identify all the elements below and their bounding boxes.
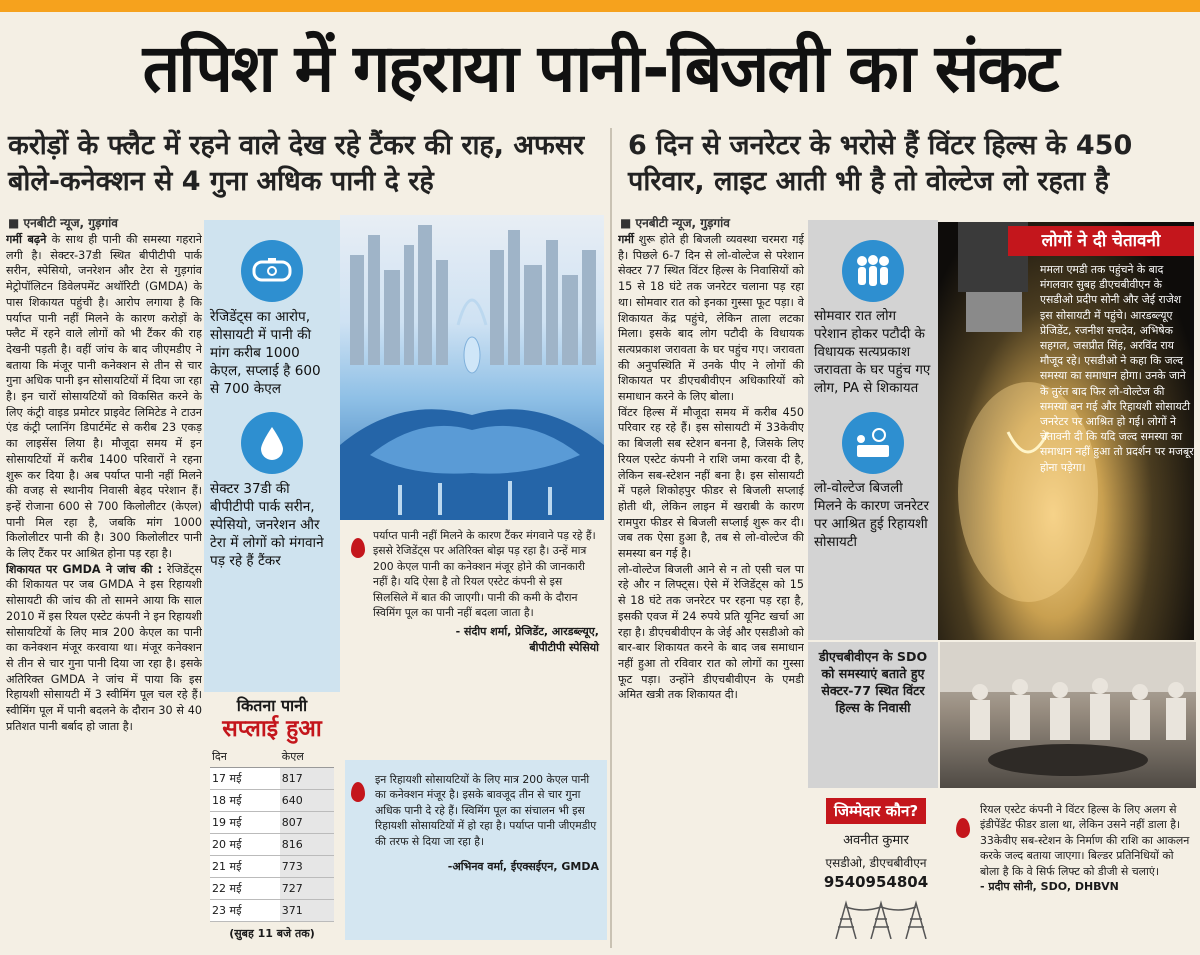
quote-rwa-president bbox=[345, 520, 605, 755]
left-body-para-2: रेजिडेंट्स की शिकायत पर जब GMDA ने इस रिहायशी सोसायटी की जांच की तो सामने आया कि साल 2010 में इस रियल एस्टेट कंपनी ने इन रिहायशी सोसायटियों के लिए मात्र 200 केएल का पानी का कनेक्शन मंजूर करवाया था। मंजूर कनेक्शन से तीन से चार गुना पानी दिया जा रहा है। इसके अतिरिक्त GMDA ने जांच में पाया कि इस रिहायशी सोसायटी में 3 स्वीमिंग पूल चल रहे हैं। स्वीमिंग पूल में पानी बदलने के दौरान 30 से 40 प्रतिशत पानी बर्बाद हो जाता है। bbox=[6, 562, 202, 733]
right-highlight-box bbox=[808, 220, 938, 640]
left-article-body bbox=[6, 232, 202, 942]
right-body-para-1: शुरू होते ही बिजली व्यवस्था चरमरा गई है। पिछले 6-7 दिन से लो-वोल्टेज से परेशान सेक्टर 77 स्थित विंटर हिल्स के निवासियों को 15 से 18 घंटे तक जनरेटर चलाना पड़ रहा था। सोमवार रात को इनका गुस्सा फूट पड़ा। वे शिकायत केंद्र पहुंचे, लेकिन ताला लटका मिला। इसके बाद लोग पटौदी के विधायक सत्यप्रकाश जरावता के घर पहुंच गए। जरावता की अनुपस्थिति में उनके पीए ने लोगों की शिकायत पर डीएचबीवीएन अधिकारियों को समाधान करने के लिए बोला। bbox=[618, 233, 804, 404]
table-row bbox=[210, 878, 334, 900]
column-divider bbox=[610, 128, 612, 948]
table-row bbox=[210, 856, 334, 878]
quote-sdo-text: रियल एस्टेट कंपनी ने विंटर हिल्स के लिए अलग से इंडीपेंडेंट फीडर डाला था, लेकिन उसने नहीं डाला है। 33केवीए सब-स्टेशन के निर्माण की राशि का आकलन करके जल्द बताया जाएगा। बिल्डर प्रतिनिधियों को बोला है कि वे सिर्फ लिफ्ट को डीजी से चलाएं। bbox=[980, 803, 1190, 878]
warning-tag: लोगों ने दी चेतावनी bbox=[1008, 226, 1194, 256]
quote-gmda-official bbox=[345, 760, 607, 940]
table-header-day: दिन bbox=[210, 746, 280, 768]
responsible-designation: एसडीओ, डीएचबीवीएन bbox=[825, 856, 927, 870]
table-row bbox=[210, 790, 334, 812]
left-byline: ■ एनबीटी न्यूज, गुड़गांव bbox=[8, 216, 118, 230]
table-note: (सुबह 11 बजे तक) bbox=[229, 927, 315, 940]
highlight-text-demand: रेजिडेंट्स का आरोप, सोसायटी में पानी की मांग करीब 1000 केएल, सप्लाई है 600 से 700 केएल bbox=[210, 309, 321, 397]
table-row bbox=[210, 834, 334, 856]
left-body-lead: गर्मी बढ़ने bbox=[6, 233, 47, 246]
right-subheadline: 6 दिन से जनरेटर के भरोसे हैं विंटर हिल्स के 450 परिवार, लाइट आती भी है तो वोल्टेज लो रहता है bbox=[628, 130, 1133, 197]
quote-drop-icon bbox=[351, 782, 365, 802]
table-cell-day: 21 मई bbox=[210, 856, 280, 878]
table-title-line2: सप्लाई हुआ bbox=[222, 716, 322, 742]
right-article-body bbox=[618, 232, 804, 942]
left-section-head: शिकायत पर GMDA ने जांच की : bbox=[6, 562, 163, 576]
highlight-text-tankers: सेक्टर 37डी की बीपीटीपी पार्क सरीन, स्पेसियो, जनरेशन और टेरा में लोगों को मंगवाने पड़ रहे हैं टैंकर bbox=[210, 481, 324, 569]
right-body-para-3: लो-वोल्टेज बिजली आने से न तो एसी चल पा रहे और न लिफ्ट्स। ऐसे में रेजिडेंट्स को 15 से 18 घंटे तक जनरेटर पर रहना पड़ रहा है, इसकी एवज में 24 रुपये प्रति यूनिट खर्चा आ रहा है। डीएचबीवीएन के जेई और एसडीओ को बार-बार शिकायत करने के बाद जब समाधान नहीं हुआ तो रविवार रात को लोगों का गुस्सा फूट पड़ा। उन्होंने डीएचबीवीएन के एमडी अमित खत्री तक शिकायत दी। bbox=[618, 562, 804, 702]
right-byline: ■ एनबीटी न्यूज, गुड़गांव bbox=[620, 216, 730, 230]
water-supply-table-box bbox=[204, 692, 340, 942]
table-cell-kl: 816 bbox=[280, 834, 334, 856]
quote-rwa-sign-line1: - संदीप शर्मा, प्रेजिडेंट, आरडब्ल्यूए, bbox=[455, 625, 599, 639]
generator-icon bbox=[842, 412, 904, 474]
table-cell-kl: 640 bbox=[280, 790, 334, 812]
residents-meeting-photo bbox=[940, 642, 1196, 788]
quote-rwa-text: पर्याप्त पानी नहीं मिलने के कारण टैंकर मंगवाने पड़ रहे हैं। इससे रेजिडेंट्स पर अतिरिक्त बोझ पड़ रहा है। उन्हें मात्र 200 केएल पानी का कनेक्शन मंजूर होने की जानकारी नहीं है। यदि ऐसा है तो रियल एस्टेट कंपनी से इस सिलसिले में बात की जाएगी। पानी की कमी के दौरान स्विमिंग पूल का पानी नहीं बदला जाता है। bbox=[373, 529, 596, 620]
quote-sdo bbox=[950, 796, 1196, 946]
right-body-para-2: विंटर हिल्स में मौजूदा समय में करीब 450 परिवार रह रहे हैं। इस सोसायटी में 33केवीए का बिजली सब स्टेशन बनना है, जिसके लिए रियल एस्टेट कंपनी ने राशि जमा करवा दी है, लेकिन सब-स्टेशन नहीं बना है। इस सोसायटी में पहले शिकोहपुर फीडर से बिजली सप्लाई होती थी, लेकिन लाइन में खराबी के कारण रामपुरा फीडर से बिजली सप्लाई शुरू कर दी। जब तक ऐसा हुआ है, तब से लो-वोल्टेज की समस्या बन गई है। bbox=[618, 405, 804, 561]
table-row bbox=[210, 900, 334, 922]
table-row bbox=[210, 812, 334, 834]
quote-drop-icon bbox=[956, 818, 970, 838]
table-cell-day: 17 मई bbox=[210, 768, 280, 790]
table-cell-day: 20 मई bbox=[210, 834, 280, 856]
left-body-para-1: के साथ ही पानी की समस्या गहराने लगी है। सेक्टर-37डी स्थित बीपीटीपी पार्क सरीन, स्पेसियो, जनरेशन और टेरा से गुड़गांव मेट्रोपॉलिटन डिवेलपमेंट अथॉरिटी (GMDA) के पास शिकायत पहुंची है। आरोप लगाया है कि पर्याप्त पानी नहीं मिलने के कारण करोड़ों के फ्लैट में रहने वाले लोगों को भी टैंकर की राह देखनी पड़ती है। वहीं जांच के बाद जीएमडीए ने बताया कि मंजूर पानी कनेक्शन से तीन से चार गुना अधिक पानी इन सोसायटियों में दिया जा रहा है। इन चारों सोसायटियों को विकसित करने के लिए कंट्री वाइड प्रमोटर प्राइवेट लिमिटेड ने टाउन एंड कंट्री प्लानिंग डिपार्टमेंट से करीब 23 एकड़ का लाइसेंस लिया है। मौजूदा समय में इन सोसायटियों में करीब 1400 परिवारों ने रहना शुरू कर दिया है। अब पर्याप्त पानी नहीं मिलने की वजह से स्थानीय निवासी बेहद परेशान हैं। इन्हें रोजाना 600 से 700 किलोलीटर (केएल) पानी मिल रहा है, जबकि मांग 1000 किलोलीटर पानी की है। 300 किलोलीटर पानी के लिए टैंकर पर आश्रित होना पड़ रहा है। bbox=[6, 233, 202, 561]
responsible-officer-box bbox=[808, 792, 944, 942]
table-cell-day: 23 मई bbox=[210, 900, 280, 922]
highlight-text-mla: सोमवार रात लोग परेशान होकर पटौदी के विधायक सत्यप्रकाश जरावता के घर पहुंच गए लोग, PA से शिकायत bbox=[814, 309, 931, 396]
table-cell-kl: 371 bbox=[280, 900, 334, 922]
meeting-photo-caption: डीएचबीवीएन के SDO को समस्याएं बताते हुए सेक्टर-77 स्थित विंटर हिल्स के निवासी bbox=[808, 642, 938, 788]
people-group-icon bbox=[842, 240, 904, 302]
quote-rwa-sign-line2: बीपीटीपी स्पेसियो bbox=[529, 640, 599, 654]
table-cell-kl: 807 bbox=[280, 812, 334, 834]
warning-text: ममला एमडी तक पहुंचने के बाद मंगलवार सुबह डीएचबीवीएन के एसडीओ प्रदीप सोनी और जेई राजेश इस सोसायटी में पहुंचे। आरडब्ल्यूए प्रेजिडेंट, रजनीश सचदेव, अभिषेक सहगल, जसप्रीत सिंह, अरविंद राय मौजूद रहे। एसडीओ ने कहा कि जल्द समस्या का समाधान होगा। उनके जाने के तुरंत बाद फिर लो-वोल्टेज की समस्या बन गई और रिहायशी सोसायटी जनरेटर पर आश्रित हो गई। लोगों ने चेतावनी दी कि यदि जल्द समस्या का समाधान नहीं हुआ तो प्रदर्शन पर मजबूर होना पड़ेगा। bbox=[1040, 263, 1194, 474]
top-color-strip bbox=[0, 0, 1200, 12]
responsible-title: जिम्मेदार कौन? bbox=[826, 798, 926, 824]
quote-gmda-sign: -अभिनव वर्मा, ईएक्सईएन, GMDA bbox=[447, 860, 599, 874]
table-header-kl: केएल bbox=[280, 746, 334, 768]
quote-gmda-text: इन रिहायशी सोसायटियों के लिए मात्र 200 केएल पानी का कनेक्शन मंजूर है। इसके बावजूद तीन से चार गुना अधिक पानी दे रहे हैं। स्विमिंग पूल का संचालन भी इस रिहायशी सोसायटियों में हो रहा है। पर्याप्त पानी जीएमडीए की तरफ से दिया जा रहा है। bbox=[375, 773, 597, 848]
water-supply-table bbox=[210, 746, 334, 922]
highlight-text-generator: लो-वोल्टेज बिजली मिलने के कारण जनरेटर पर आश्रित हुई रिहायशी सोसायटी bbox=[814, 481, 930, 550]
responsible-phone: 9540954804 bbox=[823, 873, 929, 891]
table-cell-day: 22 मई bbox=[210, 878, 280, 900]
quote-drop-icon bbox=[351, 538, 365, 558]
left-subheadline: करोड़ों के फ्लैट में रहने वाले देख रहे टैंकर की राह, अफसर बोले-कनेक्शन से 4 गुना अधिक पानी दे रहे bbox=[8, 130, 585, 197]
table-cell-day: 18 मई bbox=[210, 790, 280, 812]
table-cell-day: 19 मई bbox=[210, 812, 280, 834]
water-tank-icon bbox=[241, 240, 303, 302]
table-title-line1: कितना पानी bbox=[236, 696, 308, 715]
table-row bbox=[210, 768, 334, 790]
table-cell-kl: 773 bbox=[280, 856, 334, 878]
table-cell-kl: 727 bbox=[280, 878, 334, 900]
left-highlight-box bbox=[204, 220, 340, 692]
water-hands-photo bbox=[340, 215, 604, 520]
responsible-name: अवनीत कुमार bbox=[843, 833, 909, 848]
page-headline: तपिश में गहराया पानी-बिजली का संकट bbox=[142, 30, 1058, 107]
water-drop-icon bbox=[241, 412, 303, 474]
table-cell-kl: 817 bbox=[280, 768, 334, 790]
right-body-lead: गर्मी bbox=[618, 233, 634, 246]
power-tower-icon bbox=[816, 899, 936, 939]
quote-sdo-sign: - प्रदीप सोनी, SDO, DHBVN bbox=[980, 880, 1119, 894]
